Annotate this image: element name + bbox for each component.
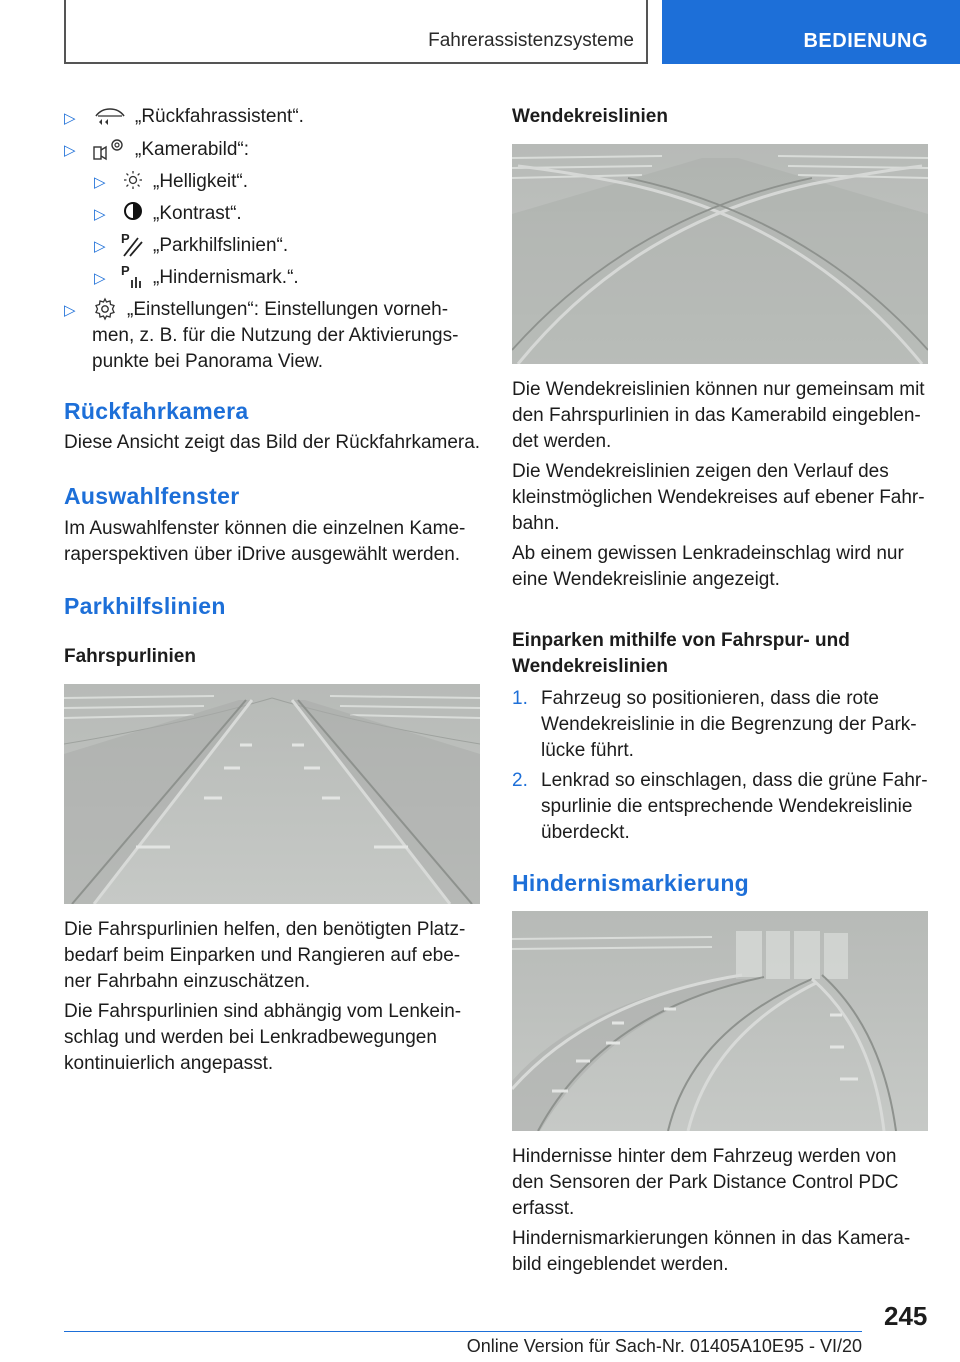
svg-text:P: P <box>121 231 130 246</box>
step-number: 2. <box>512 770 528 791</box>
brightness-icon <box>122 169 144 191</box>
subheading-wendekreislinien: Wendekreislinien <box>512 106 668 127</box>
menu-item-settings-line1: „Einstellungen“: Einstellungen vorneh- <box>127 299 449 320</box>
hindernis-para1-line1: Hindernisse hinter dem Fahrzeug werden von <box>512 1146 897 1167</box>
step2-line3: überdeckt. <box>541 822 630 843</box>
header-section-box <box>64 0 648 64</box>
page-number: 245 <box>884 1301 928 1331</box>
hindernis-para1-line3: erfasst. <box>512 1198 575 1219</box>
fahrspur-para1-line3: ner Fahrbahn einzuschätzen. <box>64 971 311 992</box>
obstacle-mark-icon <box>120 262 146 290</box>
menu-item-camera-image: „Kamerabild“: <box>135 139 250 160</box>
menu-item-contrast: „Kontrast“. <box>153 203 242 224</box>
subheading-fahrspurlinien: Fahrspurlinien <box>64 646 196 667</box>
step-number: 1. <box>512 688 528 709</box>
subheading-einparken-line2: Wendekreislinien <box>512 656 668 677</box>
bullet-triangle: ▷ <box>94 238 106 255</box>
obstacle-marking-illustration <box>512 911 928 1131</box>
heading-parkhilfslinien: Parkhilfslinien <box>64 593 226 619</box>
menu-item-settings-line2: men, z. B. für die Nutzung der Aktivierungs- <box>92 325 459 346</box>
wendekreis-para2-line2: kleinstmöglichen Wendekreises auf ebener Fahr- <box>512 487 925 508</box>
fahrspur-para2-line2: schlag und werden bei Lenkradbewegungen <box>64 1027 437 1048</box>
wendekreis-para1-line1: Die Wendekreislinien können nur gemeinsam mit <box>512 379 925 400</box>
text-rueckfahrkamera: Diese Ansicht zeigt das Bild der Rückfahrkamera. <box>64 432 481 453</box>
heading-hindernismarkierung: Hindernismarkierung <box>512 870 750 896</box>
wendekreis-para3-line1: Ab einem gewissen Lenkradeinschlag wird nur <box>512 543 904 564</box>
wendekreis-para1-line3: det werden. <box>512 431 612 452</box>
bullet-triangle: ▷ <box>64 142 76 159</box>
menu-item-settings-line3: punkte bei Panorama View. <box>92 351 323 372</box>
header-chapter-title: BEDIENUNG <box>803 30 928 52</box>
step1-line2: Wendekreislinie in die Begrenzung der Park- <box>541 714 917 735</box>
fahrspur-para2-line1: Die Fahrspurlinien sind abhängig vom Lenkein- <box>64 1001 462 1022</box>
bullet-triangle: ▷ <box>94 174 106 191</box>
header-chapter-box <box>662 0 960 64</box>
fahrspur-para1-line1: Die Fahrspurlinien helfen, den benötigten Platz- <box>64 919 466 940</box>
hindernis-para2-line1: Hindernismarkierungen können in das Kamera- <box>512 1228 911 1249</box>
bullet-triangle: ▷ <box>94 206 106 223</box>
reverse-assist-icon <box>93 106 127 128</box>
step2-line1: Lenkrad so einschlagen, dass die grüne Fahr- <box>541 770 928 791</box>
menu-item-reverse-assist: „Rückfahrassistent“. <box>135 106 304 127</box>
hindernis-para1-line2: den Sensoren der Park Distance Control PDC <box>512 1172 899 1193</box>
heading-auswahlfenster: Auswahlfenster <box>64 483 240 509</box>
menu-item-parking-lines: „Parkhilfslinien“. <box>153 235 289 256</box>
settings-gear-icon <box>93 297 117 321</box>
text-auswahlfenster-line1: Im Auswahlfenster können die einzelnen Kame- <box>64 518 466 539</box>
hindernis-para2-line2: bild eingeblendet werden. <box>512 1254 729 1275</box>
camera-settings-icon <box>92 136 126 162</box>
heading-rueckfahrkamera: Rückfahrkamera <box>64 398 249 424</box>
lane-lines-illustration <box>64 684 480 904</box>
bullet-triangle: ▷ <box>64 302 76 319</box>
contrast-icon <box>123 201 143 221</box>
fahrspur-para1-line2: bedarf beim Einparken und Rangieren auf ebe- <box>64 945 461 966</box>
footer-text: Online Version für Sach-Nr. 01405A10E95 - VI/20 <box>466 1336 862 1356</box>
wendekreis-para3-line2: eine Wendekreislinie angezeigt. <box>512 569 780 590</box>
subheading-einparken-line1: Einparken mithilfe von Fahrspur- und <box>512 630 850 651</box>
text-auswahlfenster-line2: raperspektiven über iDrive ausgewählt werden. <box>64 544 461 565</box>
turning-circle-illustration <box>512 144 928 364</box>
step2-line2: spurlinie die entsprechende Wendekreislinie <box>541 796 913 817</box>
wendekreis-para2-line1: Die Wendekreislinien zeigen den Verlauf des <box>512 461 889 482</box>
bullet-triangle: ▷ <box>94 270 106 287</box>
bullet-triangle: ▷ <box>64 110 76 127</box>
footer-divider <box>64 1331 862 1332</box>
menu-item-brightness: „Helligkeit“. <box>153 171 249 192</box>
header-section-title: Fahrerassistenzsysteme <box>428 30 634 51</box>
step1-line3: lücke führt. <box>541 740 634 761</box>
svg-text:P: P <box>121 263 130 278</box>
menu-item-obstacle-mark: „Hindernismark.“. <box>153 267 299 288</box>
wendekreis-para2-line3: bahn. <box>512 513 560 534</box>
wendekreis-para1-line2: den Fahrspurlinien in das Kamerabild eingeblen- <box>512 405 921 426</box>
step1-line1: Fahrzeug so positionieren, dass die rote <box>541 688 879 709</box>
fahrspur-para2-line3: kontinuierlich angepasst. <box>64 1053 274 1074</box>
parking-lines-icon <box>120 230 146 258</box>
